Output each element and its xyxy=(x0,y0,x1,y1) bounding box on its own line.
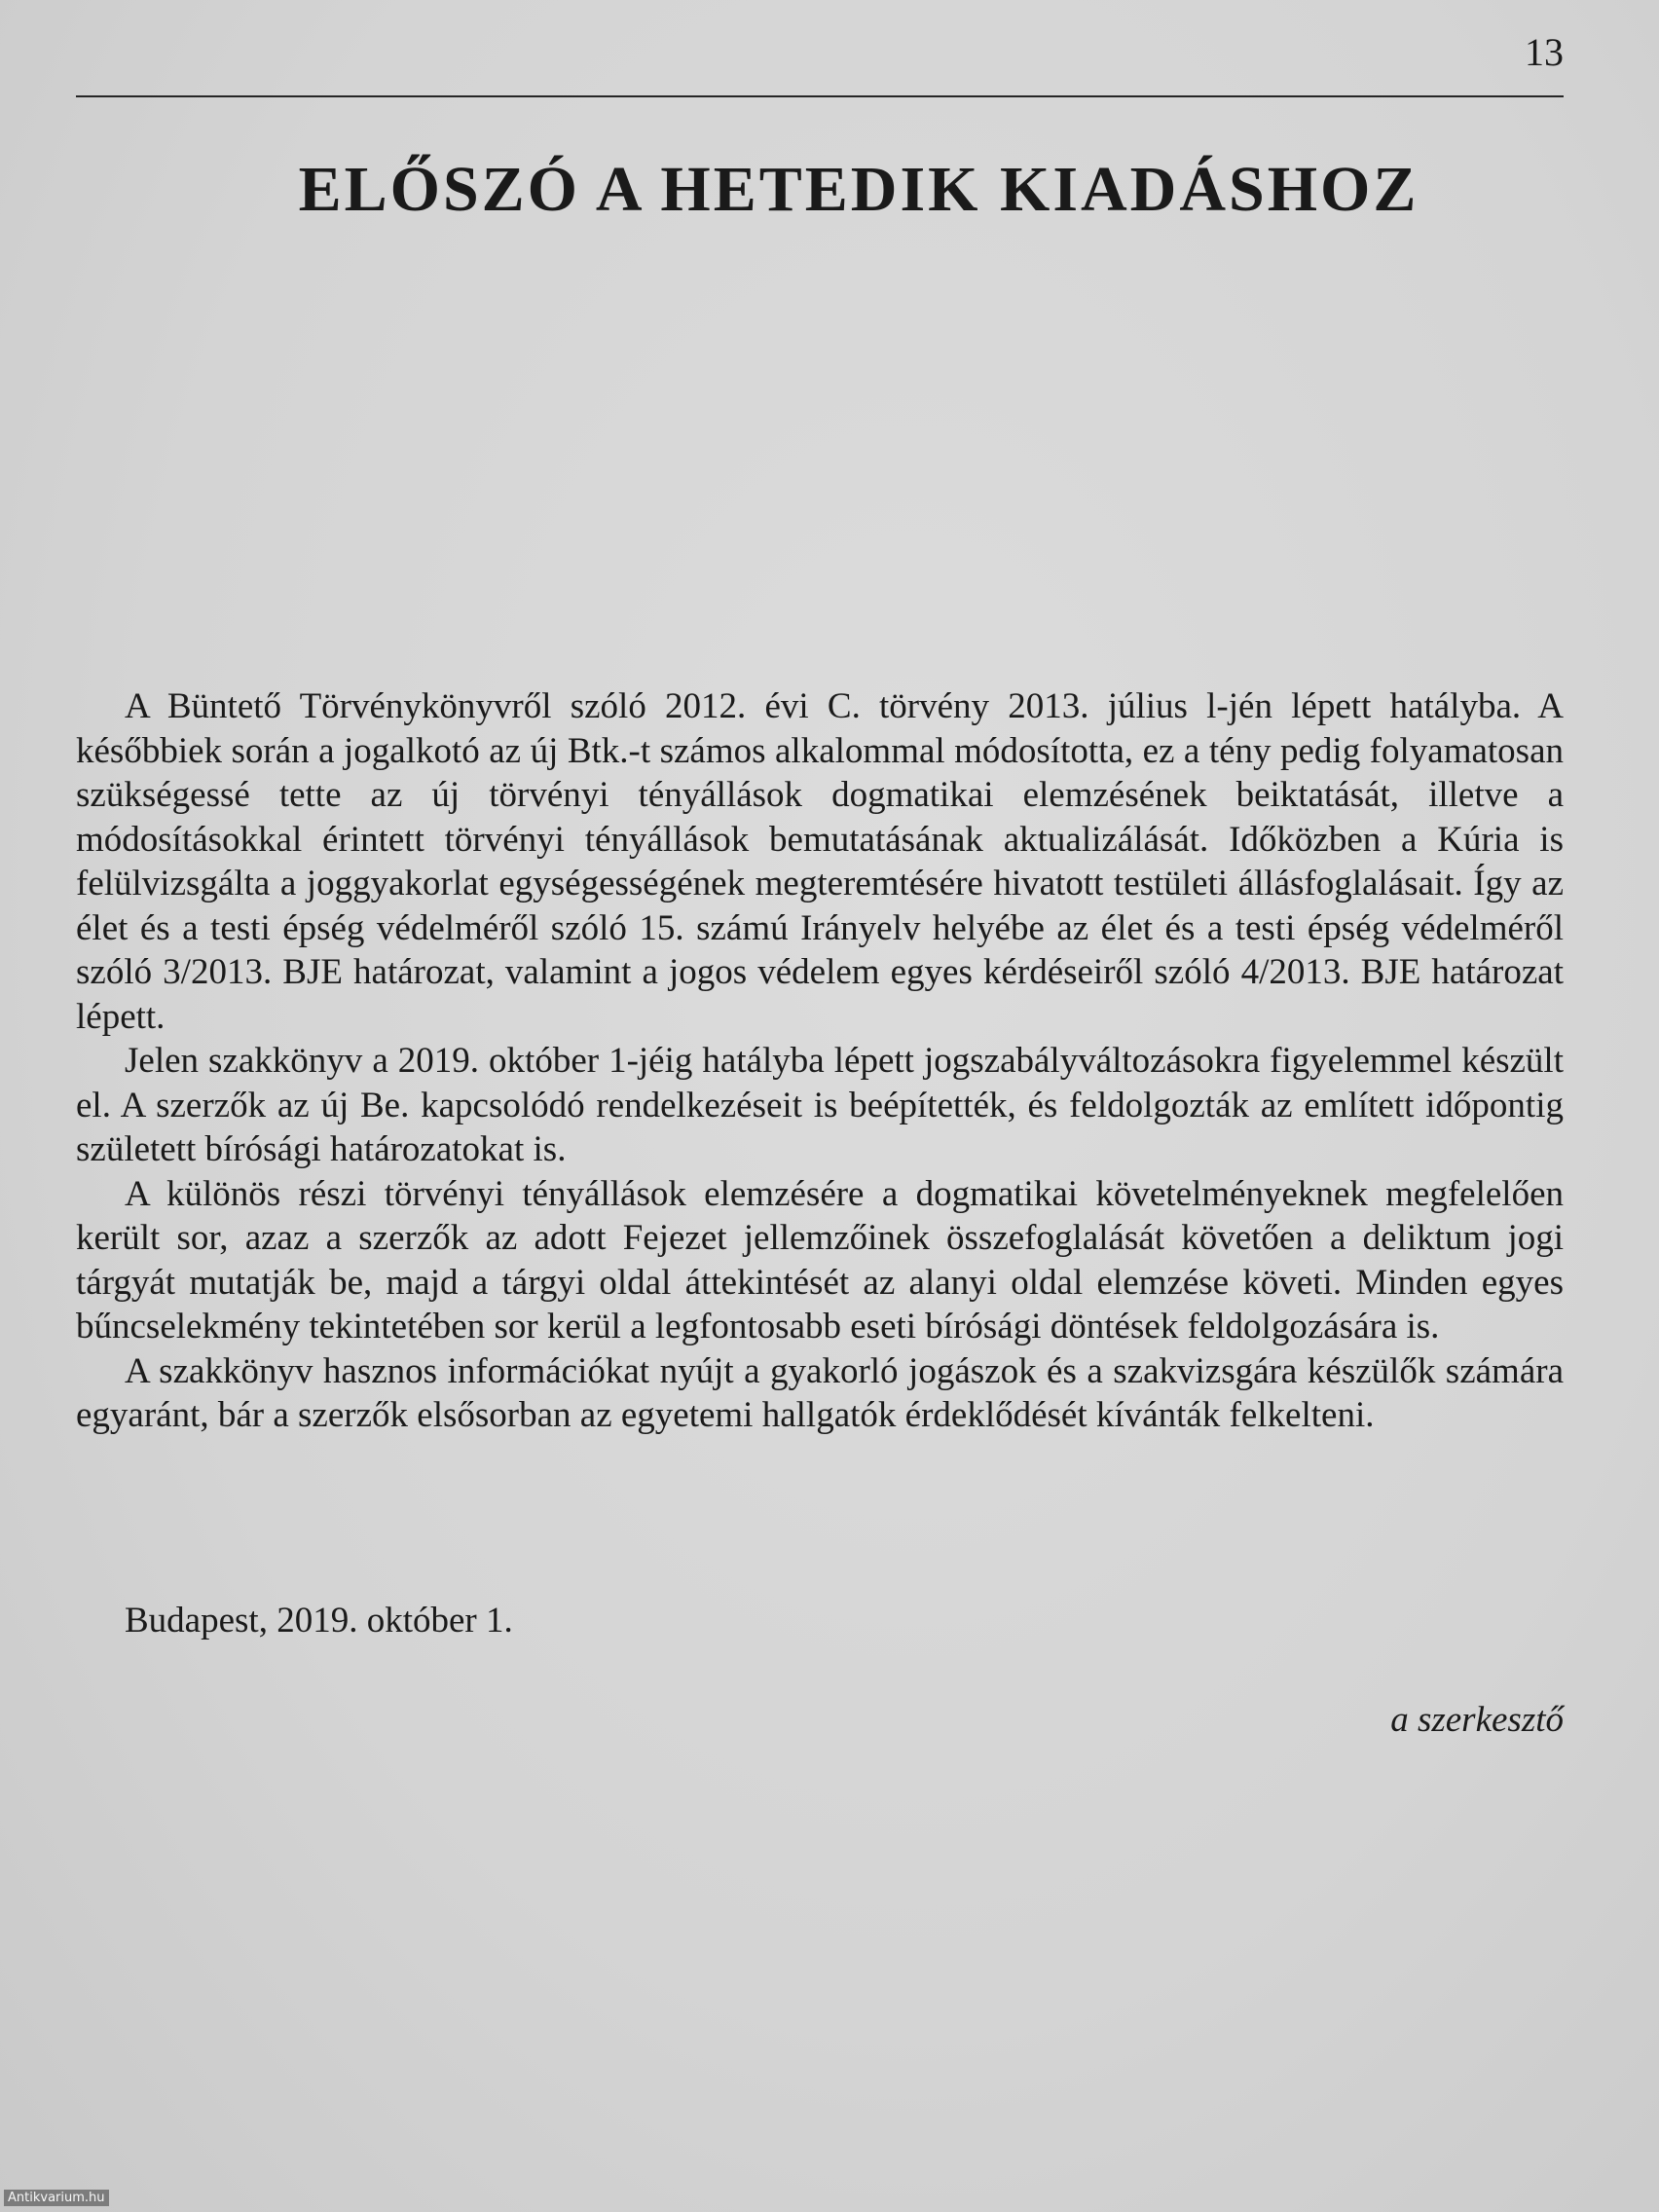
place-date: Budapest, 2019. október 1. xyxy=(125,1601,513,1641)
editor-signature: a szerkesztő xyxy=(1390,1700,1564,1740)
preface-body xyxy=(76,684,1564,1438)
paragraph: A Büntető Törvénykönyvről szóló 2012. évi C. törvény 2013. július l-jén lépett hatályba. A későbbiek során a jogalkotó az új Btk.-t számos alkalommal módosította, ez a tény pedig folyamatosan szükségessé tette az új törvényi tényállások dogmatikai elemzésének beiktatását, illetve a módosításokkal érintett törvényi tényállások bemutatásának aktualizálását. Időközben a Kúria is felülvizsgálta a joggyakorlat egységességének megteremtésére hivatott testületi állásfoglalásait. Így az élet és a testi épség védelméről szóló 15. számú Irányelv helyébe az élet és a testi épség védelméről szóló 3/2013. BJE határozat, valamint a jogos védelem egyes kérdéseiről szóló 4/2013. BJE határozat lépett. xyxy=(76,686,1564,1037)
paragraph: A szakkönyv hasznos információkat nyújt a gyakorló jogászok és a szakvizsgára készülők számára egyaránt, bár a szerzők elsősorban az egyetemi hallgatók érdeklődését kívánták felkelteni. xyxy=(76,1350,1564,1435)
chapter-title: ELŐSZÓ A HETEDIK KIADÁSHOZ xyxy=(298,154,1419,225)
page-number: 13 xyxy=(1525,30,1564,74)
watermark: Antikvarium.hu xyxy=(4,2190,109,2206)
header-rule xyxy=(76,95,1564,97)
paragraph: A különös részi törvényi tényállások elemzésére a dogmatikai követelményeknek megfelelően került sor, azaz a szerzők az adott Fejezet jellemzőinek összefoglalását követően a deliktum jogi tárgyát mutatják be, majd a tárgyi oldal áttekintését az alanyi oldal elemzése követi. Minden egyes bűncselekmény tekintetében sor kerül a legfontosabb eseti bírósági döntések feldolgozására is. xyxy=(76,1173,1564,1346)
paragraph: Jelen szakkönyv a 2019. október 1-jéig hatályba lépett jogszabályváltozásokra figyelemmel készült el. A szerzők az új Be. kapcsolódó rendelkezéseit is beépítették, és feldolgozták az említett időpontig született bírósági határozatokat is. xyxy=(76,1041,1564,1169)
